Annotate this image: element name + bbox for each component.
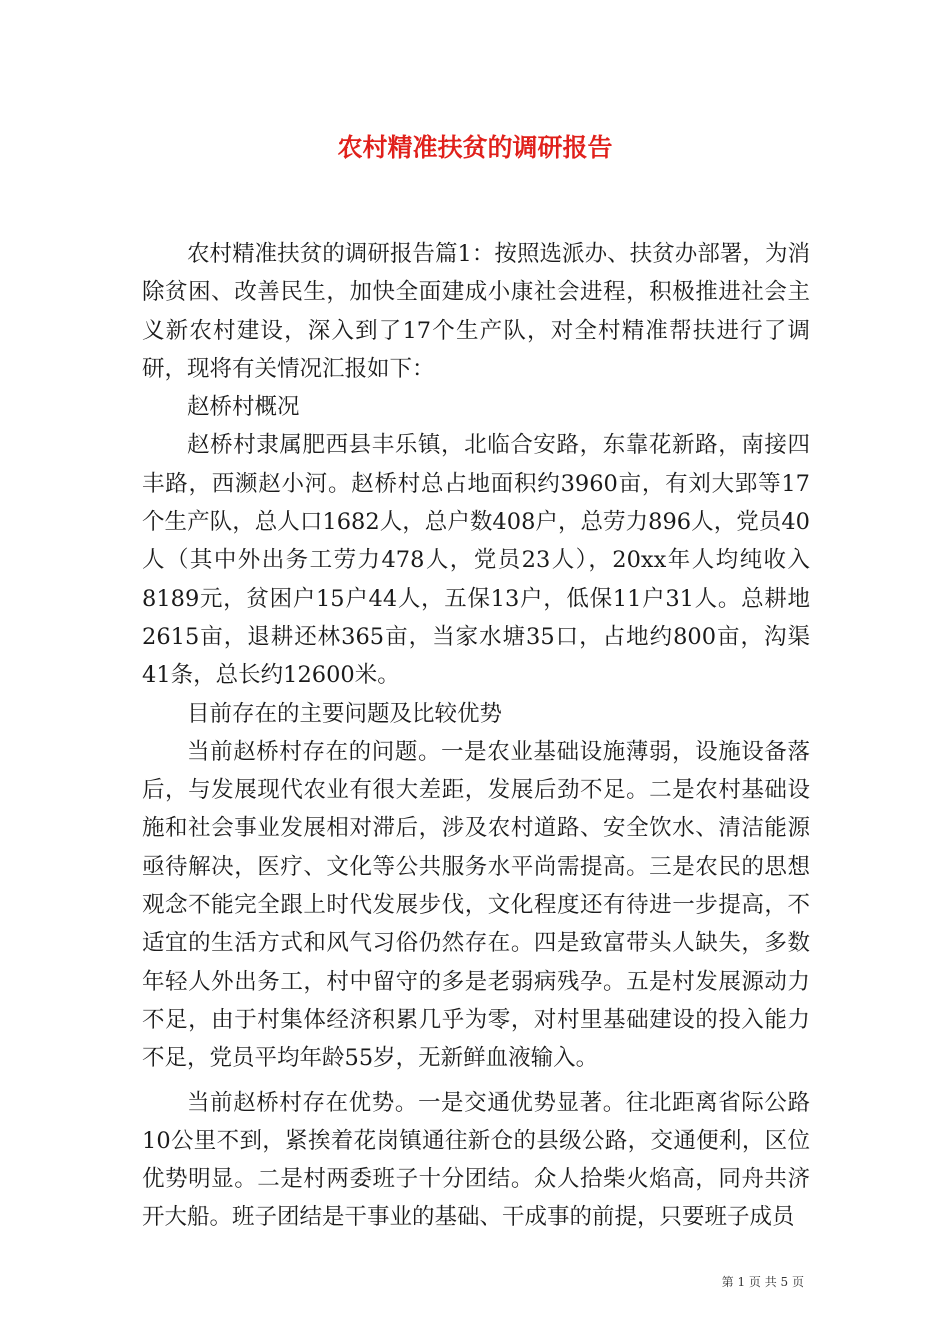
document-body (142, 235, 810, 1237)
section-heading-overview: 赵桥村概况 (187, 394, 300, 421)
paragraph-intro: 农村精准扶贫的调研报告篇1：按照选派办、扶贫办部署，为消除贫困、改善民生，加快全面建成小康社会进程，积极推进社会主义新农村建设，深入到了17个生产队，对全村精准帮扶进行了调研，现将有关情况汇报如下： (142, 241, 810, 382)
section-heading-problems: 目前存在的主要问题及比较优势 (187, 700, 503, 727)
page-number: 第 1 页 共 5 页 (721, 1275, 804, 1289)
paragraph-overview: 赵桥村隶属肥西县丰乐镇，北临合安路，东靠花新路，南接四丰路，西濒赵小河。赵桥村总占地面积约3960亩，有刘大郢等17个生产队，总人口1682人，总户数408户，总劳力896人，党员40人（其中外出务工劳力478人，党员23人），20xx年人均纯收入8189元，贫困户15户44人，五保13户，低保11户31人。总耕地2615亩，退耕还林365亩，当家水塘35口，占地约800亩，沟渠41条，总长约12600米。 (142, 432, 810, 689)
paragraph-problems: 当前赵桥村存在的问题。一是农业基础设施薄弱，设施设备落后，与发展现代农业有很大差距，发展后劲不足。二是农村基础设施和社会事业发展相对滞后，涉及农村道路、安全饮水、清洁能源亟待解决，医疗、文化等公共服务水平尚需提高。三是农民的思想观念不能完全跟上时代发展步伐，文化程度还有待进一步提高，不适宜的生活方式和风气习俗仍然存在。四是致富带头人缺失，多数年轻人外出务工，村中留守的多是老弱病残孕。五是村发展源动力不足，由于村集体经济积累几乎为零，对村里基础建设的投入能力不足，党员平均年龄55岁，无新鲜血液输入。 (142, 738, 810, 1072)
paragraph-advantages: 当前赵桥村存在优势。一是交通优势显著。往北距离省际公路10公里不到，紧挨着花岗镇通往新仓的县级公路，交通便利，区位优势明显。二是村两委班子十分团结。众人拾柴火焰高，同舟共济开大船。班子团结是干事业的基础、干成事的前提，只要班子成员 (142, 1089, 810, 1231)
document-title: 农村精准扶贫的调研报告 (337, 133, 613, 162)
